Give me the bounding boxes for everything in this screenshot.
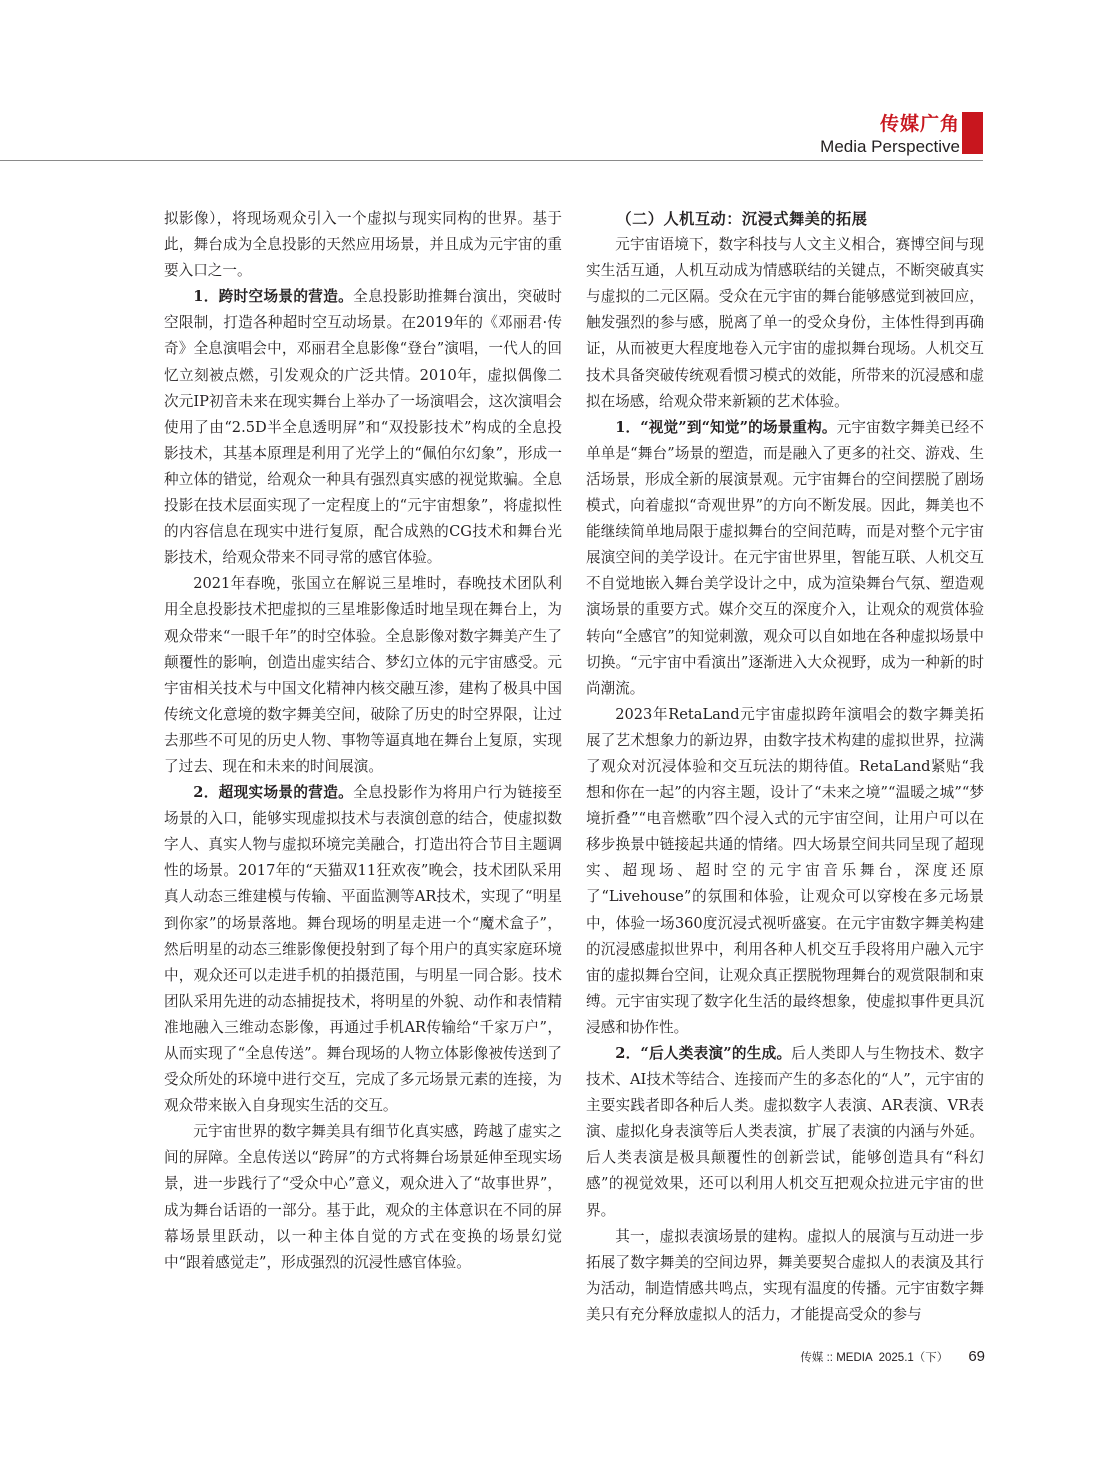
journal-brand [820,112,960,158]
paragraph: 拟影像），将现场观众引入一个虚拟与现实同构的世界。基于此，舞台成为全息投影的天然应用场景，并且成为元宇宙的重要入口之一。 [164,210,562,280]
brand-english-title: Media Perspective [820,137,960,156]
paragraph: 元宇宙语境下，数字科技与人文主义相合，赛博空间与现实生活互通，人机互动成为情感联结的关键点，不断突破真实与虚拟的二元区隔。受众在元宇宙的舞台能够感觉到被回应，触发强烈的参与感，脱离了单一的受众身份，主体性得到再确证，从而被更大程度地卷入元宇宙的虚拟舞台现场。人机交互技术具备突破传统观看惯习模式的效能，所带来的沉浸感和虚拟在场感，给观众带来新颖的艺术体验。 [586,236,984,410]
paragraph: 2021年春晚，张国立在解说三星堆时，春晚技术团队利用全息投影技术把虚拟的三星堆影像适时地呈现在舞台上，为观众带来“一眼千年”的时空体验。全息影像对数字舞美产生了颠覆性的影响，创造出虚实结合、梦幻立体的元宇宙感受。元宇宙相关技术与中国文化精神内核交融互渗，建构了极具中国传统文化意境的数字舞美空间，破除了历史的时空界限，让过去那些不可见的历史人物、事物等逼真地在舞台上复原，实现了过去、现在和未来的时间展演。 [164,575,562,775]
paragraph-lead: 1．跨时空场景的营造。 [193,288,354,306]
paragraph: 2023年RetaLand元宇宙虚拟跨年演唱会的数字舞美拓展了艺术想象力的新边界，由数字技术构建的虚拟世界，拉满了观众对沉浸体验和交互玩法的期待值。RetaLand紧贴“我想和你在一起”的内容主题，设计了“未来之境”“温暖之城”“梦境折叠”“电音燃歌”四个浸入式的元宇宙空间，让用户可以在移步换景中链接起共通的情绪。四大场景空间共同呈现了超现实、超现场、超时空的元宇宙音乐舞台，深度还原了“Livehouse”的氛围和体验，让观众可以穿梭在多元场景中，体验一场360度沉浸式视听盛宴。在元宇宙数字舞美构建的沉浸感虚拟世界中，利用各种人机交互手段将用户融入元宇宙的虚拟舞台空间，让观众真正摆脱物理舞台的观赏限制和束缚。元宇宙实现了数字化生活的最终想象，使虚拟事件更具沉浸感和协作性。 [586,705,984,1036]
right-column [586,206,984,1328]
paragraph-lead: 2．“后人类表演”的生成。 [615,1045,792,1062]
header-divider [0,160,983,161]
footer-issue: 2025.1（下） [878,1352,949,1364]
page-footer [800,1348,985,1365]
paragraph-lead: 2．超现实场景的营造。 [193,784,354,802]
paragraph [164,284,562,571]
footer-journal-name: 传媒 :: MEDIA [800,1352,873,1364]
paragraph [586,415,984,702]
brand-chinese-title: 传媒广角 [879,113,960,135]
paragraph: 其一，虚拟表演场景的建构。虚拟人的展演与互动进一步拓展了数字舞美的空间边界，舞美要契合虚拟人的表演及其行为活动，制造情感共鸣点，实现有温度的传播。元宇宙数字舞美只有充分释放虚拟人的活力，才能提高受众的参与 [586,1227,984,1323]
header-accent-bar [962,112,983,154]
paragraph-body: 全息投影助推舞台演出，突破时空限制，打造各种超时空互动场景。在2019年的《邓丽君·传奇》全息演唱会中，邓丽君全息影像“登台”演唱，一代人的回忆立刻被点燃，引发观众的广泛共情。2010年，虚拟偶像二次元IP初音未来在现实舞台上举办了一场演唱会，这次演唱会使用了由“2.5D半全息透明屏”和“双投影技术”构成的全息投影技术，其基本原理是利用了光学上的“佩伯尔幻象”，形成一种立体的错觉，给观众一种具有强烈真实感的视觉欺骗。全息投影在技术层面实现了一定程度上的“元宇宙想象”，将虚拟性的内容信息在现实中进行复原，配合成熟的CG技术和舞台光影技术，给观众带来不同寻常的感官体验。 [164,288,562,567]
section-heading: （二）人机互动：沉浸式舞美的拓展 [616,210,868,228]
paragraph-body: 后人类即人与生物技术、数字技术、AI技术等结合、连接而产生的多态化的“人”，元宇宙的主要实践者即各种后人类。虚拟数字人表演、AR表演、VR表演、虚拟化身表演等后人类表演，扩展了表演的内涵与外延。后人类表演是极具颠覆性的创新尝试，能够创造具有“科幻感”的视觉效果，还可以利用人机交互把观众拉进元宇宙的世界。 [586,1045,984,1219]
paragraph [586,1041,984,1224]
paragraph: 元宇宙世界的数字舞美具有细节化真实感，跨越了虚实之间的屏障。全息传送以“跨屏”的方式将舞台场景延伸至现实场景，进一步践行了“受众中心”意义，观众进入了“故事世界”，成为舞台话语的一部分。基于此，观众的主体意识在不同的屏幕场景里跃动，以一种主体自觉的方式在变换的场景幻觉中“跟着感觉走”，形成强烈的沉浸性感官体验。 [164,1123,562,1271]
paragraph-body: 全息投影作为将用户行为链接至场景的入口，能够实现虚拟技术与表演创意的结合，使虚拟数字人、真实人物与虚拟环境完美融合，打造出符合节目主题调性的场景。2017年的“天猫双11狂欢夜”晚会，技术团队采用真人动态三维建模与传输、平面监测等AR技术，实现了“明星到你家”的场景落地。舞台现场的明星走进一个“魔术盒子”，然后明星的动态三维影像便投射到了每个用户的真实家庭环境中，观众还可以走进手机的拍摄范围，与明星一同合影。技术团队采用先进的动态捕捉技术，将明星的外貌、动作和表情精准地融入三维动态影像，再通过手机AR传输给“千家万户”，从而实现了“全息传送”。舞台现场的人物立体影像被传送到了受众所处的环境中进行交互，完成了多元场景元素的连接，为观众带来嵌入自身现实生活的交互。 [164,784,562,1115]
page-number: 69 [968,1348,985,1365]
left-column [164,206,562,1276]
paragraph-body: 元宇宙数字舞美已经不单单是“舞台”场景的塑造，而是融入了更多的社交、游戏、生活场景，形成全新的展演景观。元宇宙舞台的空间摆脱了剧场模式，向着虚拟“奇观世界”的方向不断发展。因此，舞美也不能继续简单地局限于虚拟舞台的空间范畴，而是对整个元宇宙展演空间的美学设计。在元宇宙世界里，智能互联、人机交互不自觉地嵌入舞台美学设计之中，成为渲染舞台气氛、塑造观演场景的重要方式。媒介交互的深度介入，让观众的观赏体验转向“全感官”的知觉刺激，观众可以自如地在各种虚拟场景中切换。“元宇宙中看演出”逐渐进入大众视野，成为一种新的时尚潮流。 [586,418,984,697]
paragraph [164,780,562,1119]
paragraph-lead: 1．“视觉”到“知觉”的场景重构。 [615,418,837,436]
